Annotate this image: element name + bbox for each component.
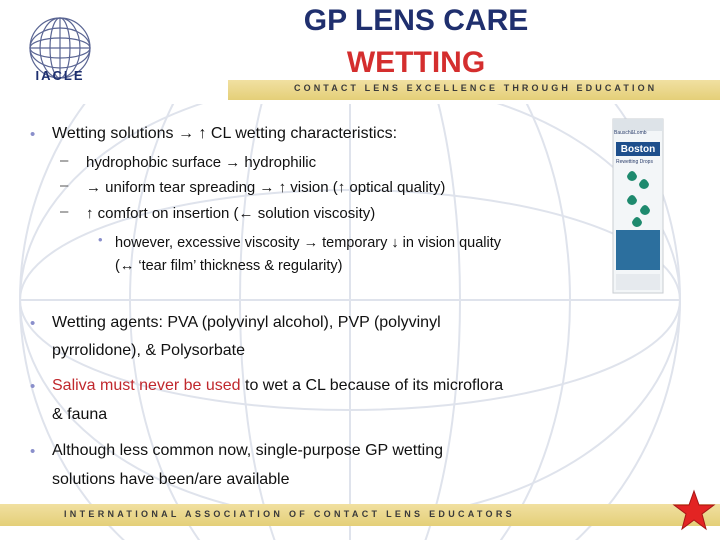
saliva-warning: Saliva must never be used xyxy=(52,377,241,394)
sub-bullet-comfort: ↑ comfort on insertion (← solution viscosity) xyxy=(86,205,376,222)
sub-bullet-dash: – xyxy=(60,203,69,220)
bullet-saliva xyxy=(52,375,503,397)
product-name: Boston xyxy=(620,144,656,155)
sub-bullet-tear-spreading: → uniform tear spreading → ↑ vision (↑ optical quality) xyxy=(86,179,446,196)
bullet-marker: • xyxy=(30,443,36,460)
saliva-rest: to wet a CL because of its microflora xyxy=(240,377,504,394)
bullet-wetting-agents-cont: pyrrolidone), & Polysorbate xyxy=(52,342,245,359)
sub-sub-bullet-viscosity: however, excessive viscosity → temporary ↓ in vision quality xyxy=(115,235,502,251)
sub-sub-bullet-marker: • xyxy=(98,232,103,247)
product-brand: Bausch&Lomb xyxy=(614,130,647,136)
bullet-wetting-solutions: Wetting solutions → ↑ CL wetting characteristics: xyxy=(52,125,398,142)
footer-text: INTERNATIONAL ASSOCIATION OF CONTACT LENS EDUCATORS xyxy=(64,509,515,519)
bullet-single-purpose: Although less common now, single-purpose GP wetting xyxy=(52,442,444,459)
sub-bullet-dash: – xyxy=(60,177,69,194)
product-desc: Rewetting Drops xyxy=(616,159,653,165)
logo-text: IACLE xyxy=(35,68,85,83)
sub-bullet-hydrophilic: hydrophobic surface → hydrophilic xyxy=(86,154,317,171)
sub-bullet-dash: – xyxy=(60,152,69,169)
page-subtitle: WETTING xyxy=(346,46,486,79)
sub-sub-bullet-viscosity-cont: (↔ ‘tear film’ thickness & regularity) xyxy=(115,258,343,274)
tagline: CONTACT LENS EXCELLENCE THROUGH EDUCATION xyxy=(294,83,658,93)
bullet-saliva-cont: & fauna xyxy=(52,406,108,423)
bullet-single-purpose-cont: solutions have been/are available xyxy=(52,471,290,488)
bullet-marker: • xyxy=(30,126,36,143)
bullet-marker: • xyxy=(30,378,36,395)
bullet-wetting-agents: Wetting agents: PVA (polyvinyl alcohol), PVP (polyvinyl xyxy=(52,314,441,331)
star-icon xyxy=(672,489,716,533)
bullet-marker: • xyxy=(30,315,36,332)
page-title: GP LENS CARE xyxy=(303,4,529,37)
